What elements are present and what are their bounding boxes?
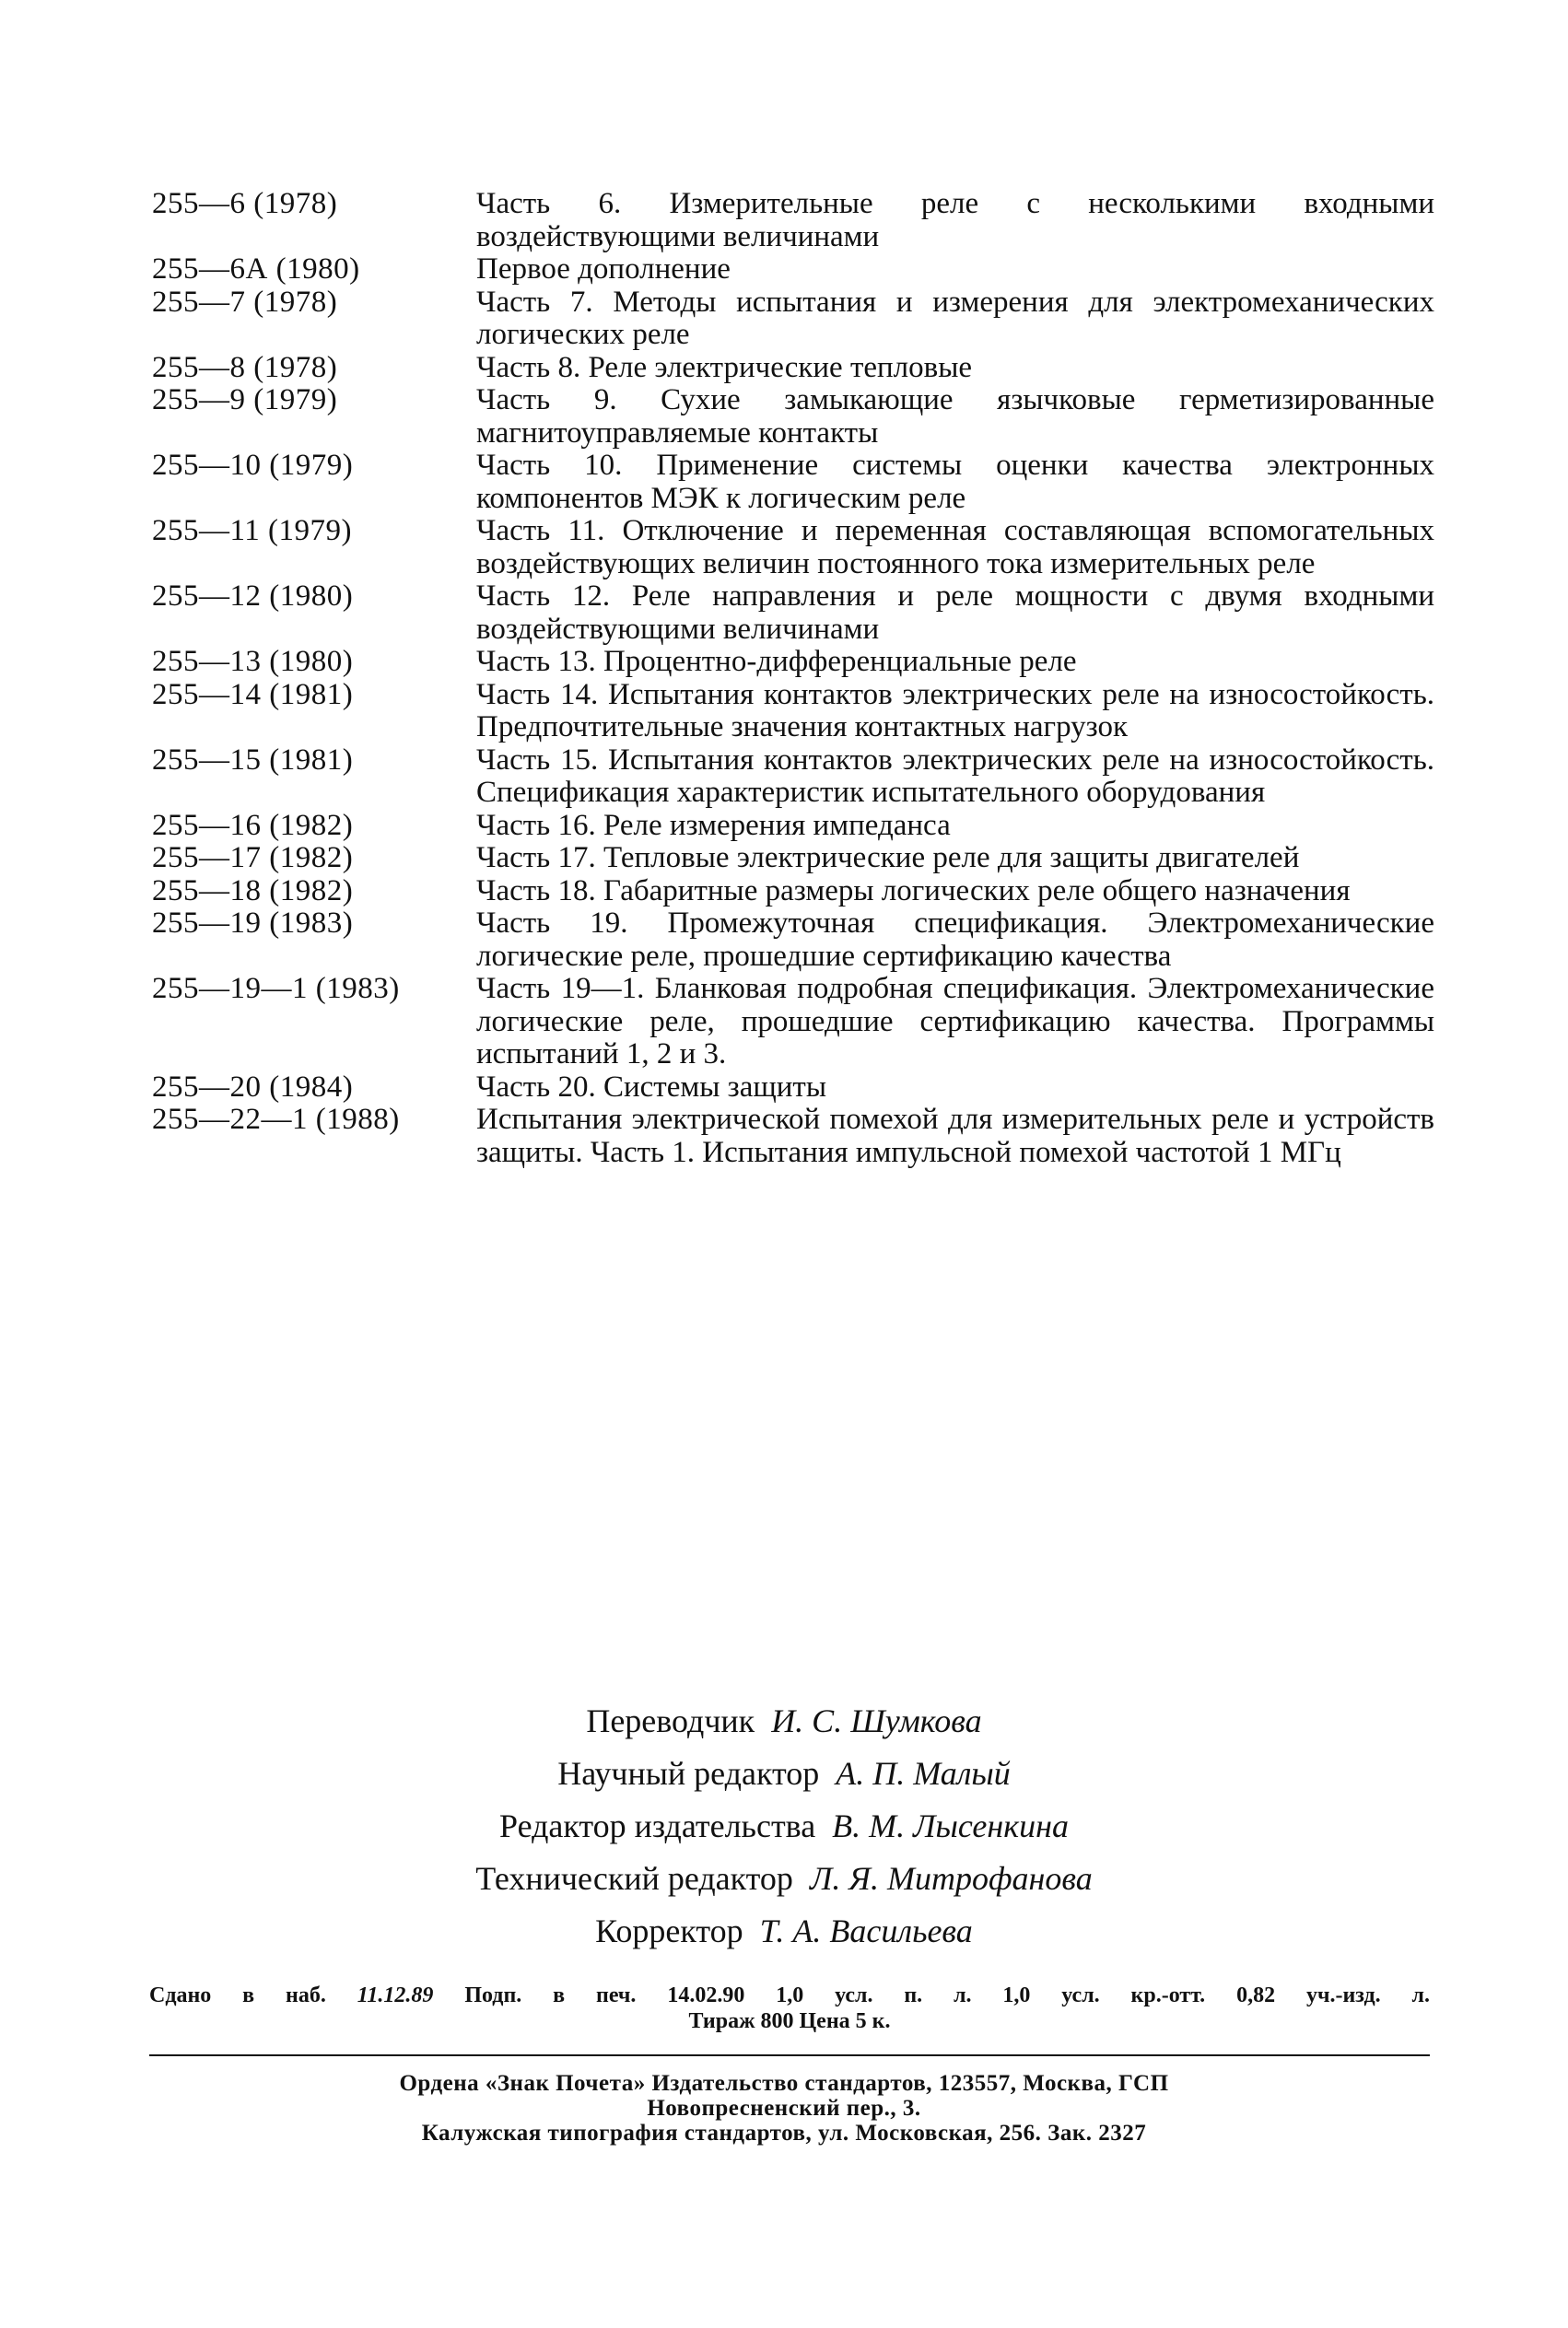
credit-name: Л. Я. Митрофанова	[809, 1860, 1093, 1897]
standard-code: 255—20 (1984)	[152, 1070, 354, 1104]
credit-name: В. М. Лысенкина	[832, 1807, 1069, 1844]
standard-code: 255—6 (1978)	[152, 187, 338, 220]
standard-code: 255—18 (1982)	[152, 873, 354, 907]
credit-name: И. С. Шумкова	[771, 1702, 982, 1739]
standard-title: Часть 11. Отключение и переменная составляющая вспомогательных воздействующих величин постоянного тока измерительных реле	[476, 514, 1434, 580]
standard-title: Часть 20. Системы защиты	[476, 1070, 826, 1104]
credit-scientific-editor	[0, 1748, 1568, 1800]
standard-code: 255—19—1 (1983)	[152, 972, 400, 1005]
credit-role: Технический редактор	[475, 1860, 793, 1897]
credit-role: Переводчик	[586, 1702, 755, 1739]
credit-publishing-editor	[0, 1800, 1568, 1853]
list-item	[152, 907, 1442, 973]
list-item	[152, 973, 1442, 1071]
credit-technical-editor	[0, 1853, 1568, 1905]
standard-code: 255—16 (1982)	[152, 808, 354, 842]
standard-code: 255—14 (1981)	[152, 677, 354, 711]
standard-title: Часть 18. Габаритные размеры логических реле общего назначения	[476, 873, 1351, 907]
list-item	[152, 188, 1442, 253]
credit-translator	[0, 1695, 1568, 1748]
list-item	[152, 744, 1442, 810]
standard-title: Часть 9. Сухие замыкающие язычковые герметизированные магнитоуправляемые контакты	[476, 383, 1434, 450]
list-item	[152, 352, 1442, 385]
imprint-block	[149, 1983, 1430, 2034]
imprint-line-1	[149, 1983, 1430, 2008]
list-item	[152, 580, 1442, 646]
standard-code: 255—7 (1978)	[152, 285, 338, 319]
publisher-line-3: Калужская типография стандартов, ул. Московская, 256. Зак. 2327	[421, 2121, 1147, 2146]
list-item	[152, 875, 1442, 908]
list-item	[152, 646, 1442, 679]
standard-code: 255—15 (1981)	[152, 743, 354, 777]
sent-label: Сдано в наб.	[149, 1983, 326, 2007]
list-item	[152, 1104, 1442, 1169]
list-item	[152, 679, 1442, 744]
standard-code: 255—22—1 (1988)	[152, 1103, 400, 1136]
standard-title: Часть 19—1. Бланковая подробная спецификация. Электромеханические логические реле, прошедшие сертификацию качества. Программы испытаний 1, 2 и 3.	[476, 972, 1434, 1070]
standard-title: Часть 7. Методы испытания и измерения для электромеханических логических реле	[476, 285, 1434, 351]
credit-name: Т. А. Васильева	[759, 1913, 973, 1949]
list-item	[152, 253, 1442, 287]
standard-title: Часть 13. Процентно-дифференциальные реле	[476, 645, 1077, 678]
standard-code: 255—8 (1978)	[152, 350, 338, 384]
standard-code: 255—9 (1979)	[152, 383, 338, 416]
publisher-line-1: Ордена «Знак Почета» Издательство стандартов, 123557, Москва, ГСП	[399, 2071, 1169, 2096]
list-item	[152, 1071, 1442, 1105]
credit-role: Научный редактор	[557, 1755, 820, 1792]
signed-label: Подп. в печ.	[464, 1983, 637, 2007]
standard-title: Часть 16. Реле измерения импеданса	[476, 808, 951, 842]
standard-code: 255—11 (1979)	[152, 514, 353, 547]
standard-title: Часть 19. Промежуточная спецификация. Электромеханические логические реле, прошедшие сертификацию качества	[476, 907, 1434, 973]
volume-info: 1,0 усл. п. л. 1,0 усл. кр.-отт. 0,82 уч.-изд. л.	[776, 1983, 1431, 2007]
standard-title: Часть 12. Реле направления и реле мощности с двумя входными воздействующими величинами	[476, 579, 1434, 646]
standard-code: 255—12 (1980)	[152, 579, 354, 613]
list-item	[152, 810, 1442, 843]
credit-role: Корректор	[595, 1913, 743, 1949]
standard-code: 255—13 (1980)	[152, 645, 354, 678]
standard-code: 255—10 (1979)	[152, 449, 354, 482]
list-item	[152, 450, 1442, 515]
standard-title: Первое дополнение	[476, 252, 731, 286]
credit-name: А. П. Малый	[836, 1755, 1011, 1792]
divider	[149, 2054, 1430, 2056]
publisher-line-2: Новопресненский пер., 3.	[647, 2096, 921, 2121]
credits-block	[0, 1695, 1568, 1958]
credit-proofreader	[0, 1905, 1568, 1958]
standard-title: Часть 17. Тепловые электрические реле для защиты двигателей	[476, 841, 1300, 874]
standard-title: Часть 10. Применение системы оценки качества электронных компонентов МЭК к логическим реле	[476, 449, 1434, 515]
standard-code: 255—6А (1980)	[152, 252, 360, 286]
list-item	[152, 515, 1442, 580]
publisher-block	[0, 2071, 1568, 2146]
standard-title: Часть 8. Реле электрические тепловые	[476, 350, 973, 384]
signed-date: 14.02.90	[667, 1983, 745, 2007]
list-item	[152, 384, 1442, 450]
standard-code: 255—17 (1982)	[152, 841, 354, 874]
standards-list	[152, 188, 1442, 1169]
standard-title: Часть 15. Испытания контактов электрических реле на износостойкость. Спецификация характеристик испытательного оборудования	[476, 743, 1434, 809]
standard-title: Часть 6. Измерительные реле с несколькими входными воздействующими величинами	[476, 187, 1434, 253]
credit-role: Редактор издательства	[499, 1807, 816, 1844]
run-price: Тираж 800 Цена 5 к.	[688, 2009, 891, 2033]
sent-date: 11.12.89	[357, 1983, 434, 2007]
standard-code: 255—19 (1983)	[152, 907, 354, 940]
standard-title: Испытания электрической помехой для измерительных реле и устройств защиты. Часть 1. Испытания импульсной помехой частотой 1 МГц	[476, 1103, 1434, 1169]
list-item	[152, 842, 1442, 875]
list-item	[152, 287, 1442, 352]
standard-title: Часть 14. Испытания контактов электрических реле на износостойкость. Предпочтительные значения контактных нагрузок	[476, 677, 1434, 743]
